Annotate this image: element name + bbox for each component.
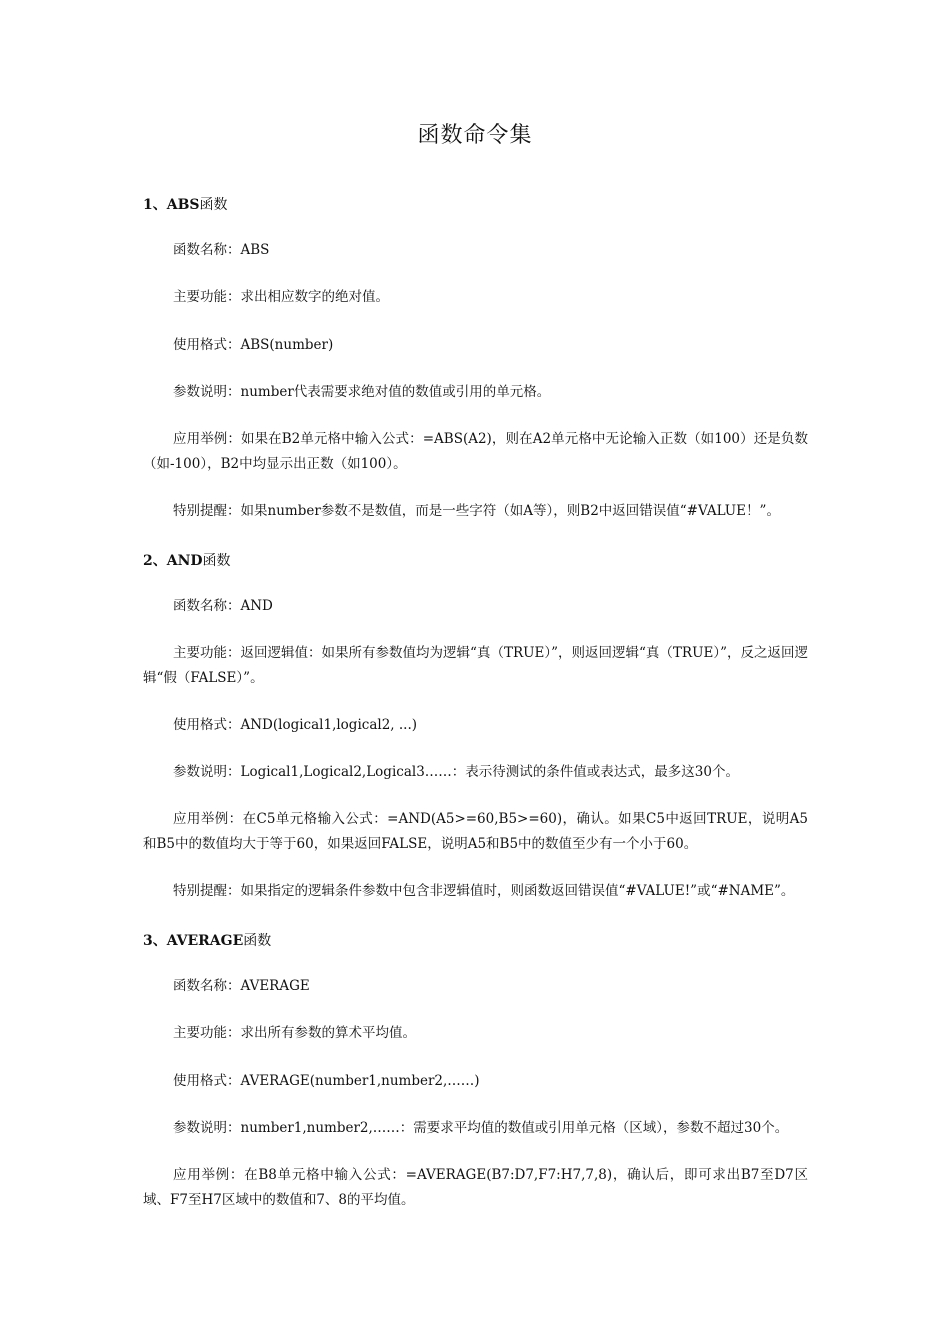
paragraph: 应用举例：在C5单元格输入公式：=AND(A5>=60,B5>=60)，确认。如果C5中返回TRUE，说明A5和B5中的数值均大于等于60，如果返回FALSE，说明A5和B5中的数值至少有一个小于60。	[143, 811, 808, 852]
section-heading-label: 1、ABS	[143, 197, 200, 213]
paragraph: 应用举例：如果在B2单元格中输入公式：=ABS(A2)，则在A2单元格中无论输入正数（如100）还是负数（如-100），B2中均显示出正数（如100）。	[143, 431, 808, 472]
section-heading-label: 3、AVERAGE	[143, 933, 244, 949]
section-heading-suffix: 函数	[199, 197, 228, 213]
paragraph: 函数名称：ABS	[173, 242, 270, 258]
paragraph: 参数说明：Logical1,Logical2,Logical3……：表示待测试的条件值或表达式，最多这30个。	[173, 764, 739, 780]
section-heading-and	[143, 550, 231, 570]
paragraph: 特别提醒：如果指定的逻辑条件参数中包含非逻辑值时，则函数返回错误值“#VALUE!”或“#NAME”。	[173, 883, 795, 899]
paragraph: 使用格式：ABS(number)	[173, 337, 334, 353]
section-heading-label: 2、AND	[143, 553, 203, 569]
section-heading-suffix: 函数	[243, 933, 272, 949]
paragraph: 主要功能：求出相应数字的绝对值。	[173, 289, 389, 305]
section-heading-average	[143, 930, 271, 950]
paragraph: 使用格式：AVERAGE(number1,number2,……)	[173, 1073, 480, 1089]
paragraph: 参数说明：number代表需要求绝对值的数值或引用的单元格。	[173, 384, 551, 400]
document-title: 函数命令集	[417, 123, 533, 148]
section-heading-suffix: 函数	[202, 553, 231, 569]
paragraph: 主要功能：求出所有参数的算术平均值。	[173, 1025, 416, 1041]
paragraph: 使用格式：AND(logical1,logical2, ...)	[173, 717, 418, 733]
section-heading-abs	[143, 194, 228, 214]
paragraph: 函数名称：AVERAGE	[173, 978, 310, 994]
paragraph: 应用举例：在B8单元格中输入公式：=AVERAGE(B7:D7,F7:H7,7,8)，确认后，即可求出B7至D7区域、F7至H7区域中的数值和7、8的平均值。	[143, 1167, 808, 1208]
paragraph: 函数名称：AND	[173, 598, 273, 614]
paragraph: 主要功能：返回逻辑值：如果所有参数值均为逻辑“真（TRUE）”，则返回逻辑“真（TRUE）”，反之返回逻辑“假（FALSE）”。	[143, 645, 808, 686]
paragraph: 特别提醒：如果number参数不是数值，而是一些字符（如A等），则B2中返回错误值“#VALUE！”。	[173, 503, 780, 519]
paragraph: 参数说明：number1,number2,……：需要求平均值的数值或引用单元格（区域），参数不超过30个。	[173, 1120, 789, 1136]
